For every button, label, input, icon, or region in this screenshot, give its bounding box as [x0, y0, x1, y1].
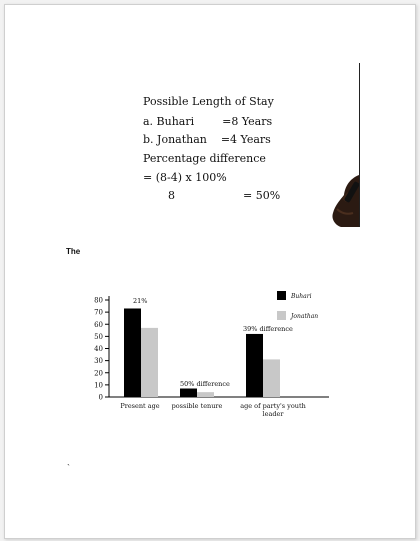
y-tick-label: 80: [94, 296, 103, 305]
wb-jonathan-line: b. Jonathan =4 Years: [143, 133, 271, 146]
y-tick-label: 50: [94, 332, 103, 341]
hand-with-marker-image: [301, 169, 359, 227]
annotation-label: 39% difference: [243, 325, 293, 333]
y-tick-label: 30: [94, 357, 103, 366]
bar-jonathan-0: [141, 328, 158, 397]
y-tick-label: 40: [94, 345, 103, 353]
legend-swatch-buhari: [277, 291, 286, 300]
x-category-label-cont: leader: [262, 410, 284, 418]
x-category-label: possible tenure: [171, 402, 223, 410]
y-tick-label: 0: [98, 393, 103, 402]
y-tick-label: 10: [94, 381, 103, 390]
bar-jonathan-1: [197, 392, 214, 397]
x-category-label: Present age: [120, 402, 160, 410]
wb-denominator: 8: [168, 189, 175, 202]
video-frame[interactable]: [65, 63, 360, 227]
wb-buhari-line: a. Buhari =8 Years: [143, 115, 273, 128]
wb-result: = 50%: [243, 189, 281, 202]
bar-buhari-0: [124, 308, 141, 397]
legend-label-buhari: Buhari: [291, 293, 312, 300]
bar-jonathan-2: [263, 359, 280, 397]
annotation-label: 50% difference: [180, 380, 230, 388]
wb-heading: Possible Length of Stay: [143, 95, 274, 108]
bar-buhari-1: [180, 389, 197, 397]
document-page: [4, 4, 416, 539]
x-category-label: age of party's youth: [240, 402, 306, 410]
bar-buhari-2: [246, 334, 263, 397]
y-tick-label: 70: [94, 308, 103, 317]
wb-formula: = (8-4) x 100%: [143, 171, 227, 184]
wb-percentage-heading: Percentage difference: [143, 152, 266, 165]
annotation-label: 21%: [133, 297, 148, 305]
bar-chart: [85, 283, 345, 428]
stray-backtick: `: [67, 463, 70, 473]
y-tick-label: 20: [94, 369, 103, 378]
y-tick-label: 60: [94, 320, 103, 329]
legend-label-jonathan: Jonathan: [291, 313, 319, 320]
caption-text: The: [66, 247, 81, 256]
legend-swatch-jonathan: [277, 311, 286, 320]
